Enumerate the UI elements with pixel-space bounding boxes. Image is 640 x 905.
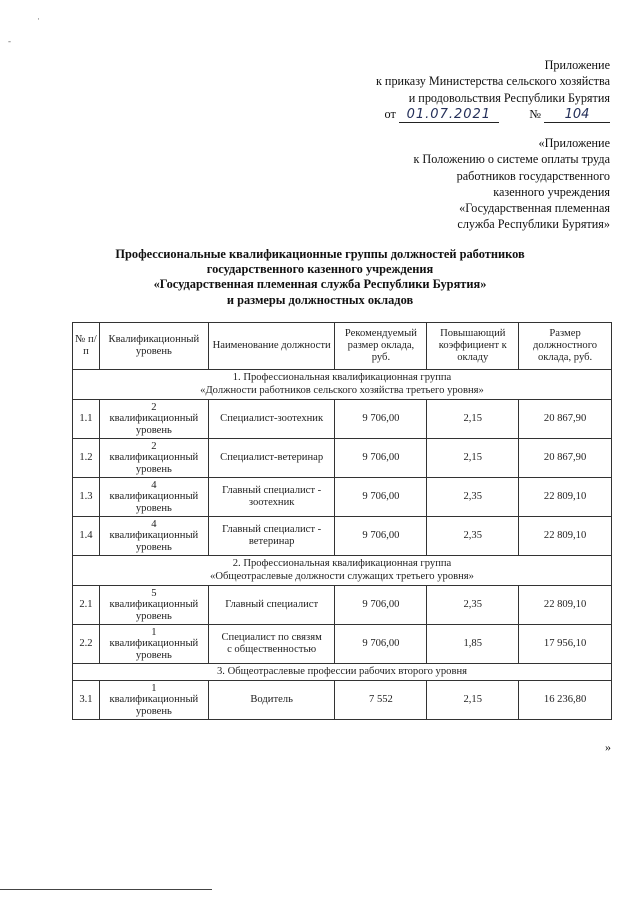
col-header-coefficient: Повышающий коэффициент к окладу <box>427 323 519 370</box>
official-salary: 22 809,10 <box>519 478 612 517</box>
qualification-level <box>99 400 208 439</box>
official-salary: 22 809,10 <box>519 586 612 625</box>
table-row <box>73 586 612 625</box>
level-word: квалификационный <box>109 413 199 425</box>
level-suffix: уровень <box>135 649 172 661</box>
row-number: 2.2 <box>73 625 100 664</box>
qualification-level <box>99 439 208 478</box>
group-header-row <box>73 556 612 586</box>
regulation-annex-header <box>413 135 610 233</box>
level-word: квалификационный <box>109 530 199 542</box>
col-header-base-salary: Рекомендуемый размер оклада, руб. <box>335 323 427 370</box>
official-salary: 16 236,80 <box>519 681 612 720</box>
regulation-line-3: работников государственного <box>456 168 610 183</box>
table-row <box>73 400 612 439</box>
order-line-1: к приказу Министерства сельского хозяйства <box>375 74 610 89</box>
position-name: Водитель <box>208 681 335 720</box>
annex-label: Приложение <box>544 58 610 72</box>
level-word: квалификационный <box>109 491 199 503</box>
group-title-line: 3. Общеотраслевые профессии рабочих второго уровня <box>217 665 467 677</box>
base-salary: 9 706,00 <box>335 478 427 517</box>
raising-coefficient: 2,35 <box>427 586 519 625</box>
position-name: Специалист по связям с общественностью <box>208 625 335 664</box>
official-salary: 22 809,10 <box>519 517 612 556</box>
footnote-divider <box>0 889 212 890</box>
base-salary: 9 706,00 <box>335 586 427 625</box>
group-title-line: «Должности работников сельского хозяйства третьего уровня» <box>200 384 484 396</box>
qualification-level <box>99 625 208 664</box>
document-title <box>0 247 640 308</box>
group-title <box>73 370 612 400</box>
level-number: 1 <box>151 682 157 694</box>
raising-coefficient: 2,15 <box>427 681 519 720</box>
title-line-2: государственного казенного учреждения <box>206 262 434 277</box>
order-number: 104 <box>544 108 610 123</box>
level-word: квалификационный <box>109 638 199 650</box>
base-salary: 7 552 <box>335 681 427 720</box>
row-number: 1.1 <box>73 400 100 439</box>
level-number: 4 <box>151 518 157 530</box>
group-title <box>73 556 612 586</box>
level-word: квалификационный <box>109 599 199 611</box>
order-date-line <box>376 106 610 123</box>
qualification-level <box>99 681 208 720</box>
col-header-num: № п/п <box>73 323 100 370</box>
order-line-2: и продовольствия Республики Бурятия <box>408 90 610 105</box>
table-row <box>73 439 612 478</box>
group-title-line: 2. Профессиональная квалификационная группа <box>232 558 452 570</box>
raising-coefficient: 2,35 <box>427 478 519 517</box>
raising-coefficient: 2,35 <box>427 517 519 556</box>
level-suffix: уровень <box>135 502 172 514</box>
level-suffix: уровень <box>135 705 172 717</box>
col-header-salary: Размер должностного оклада, руб. <box>519 323 612 370</box>
position-name: Специалист-зоотехник <box>208 400 335 439</box>
scan-mark-side: - <box>8 36 11 46</box>
official-salary: 20 867,90 <box>519 439 612 478</box>
row-number: 1.3 <box>73 478 100 517</box>
number-prefix: № <box>529 106 541 121</box>
col-header-position: Наименование должности <box>208 323 335 370</box>
group-header-row <box>73 664 612 681</box>
base-salary: 9 706,00 <box>335 439 427 478</box>
group-title-line: «Общеотраслевые должности служащих третьего уровня» <box>210 570 474 582</box>
level-word: квалификационный <box>109 452 199 464</box>
level-number: 2 <box>151 401 157 413</box>
base-salary: 9 706,00 <box>335 400 427 439</box>
title-line-1: Профессиональные квалификационные группы должностей работников <box>115 247 525 261</box>
col-header-level: Квалификационный уровень <box>99 323 208 370</box>
order-date: 01.07.2021 <box>399 108 499 123</box>
level-number: 1 <box>151 626 157 638</box>
table-row <box>73 681 612 720</box>
regulation-line-6: служба Республики Бурятия» <box>457 217 610 232</box>
regulation-line-1: «Приложение <box>538 136 610 150</box>
position-name: Главный специалист - зоотехник <box>208 478 335 517</box>
table-row <box>73 625 612 664</box>
order-annex-header <box>376 57 610 123</box>
level-number: 4 <box>151 479 157 491</box>
regulation-line-5: «Государственная племенная <box>459 201 610 216</box>
row-number: 1.4 <box>73 517 100 556</box>
qualification-level <box>99 478 208 517</box>
closing-quote: » <box>605 740 611 754</box>
date-prefix: от <box>384 106 396 121</box>
row-number: 3.1 <box>73 681 100 720</box>
regulation-line-4: казенного учреждения <box>493 184 610 199</box>
position-name: Главный специалист <box>208 586 335 625</box>
level-word: квалификационный <box>109 694 199 706</box>
level-suffix: уровень <box>135 463 172 475</box>
level-suffix: уровень <box>135 541 172 553</box>
qualification-level <box>99 586 208 625</box>
row-number: 1.2 <box>73 439 100 478</box>
group-title <box>73 664 612 681</box>
table-row <box>73 517 612 556</box>
raising-coefficient: 1,85 <box>427 625 519 664</box>
position-name: Главный специалист - ветеринар <box>208 517 335 556</box>
level-number: 5 <box>151 587 157 599</box>
base-salary: 9 706,00 <box>335 625 427 664</box>
position-name: Специалист-ветеринар <box>208 439 335 478</box>
level-suffix: уровень <box>135 424 172 436</box>
level-number: 2 <box>151 440 157 452</box>
table-row <box>73 478 612 517</box>
regulation-line-2: к Положению о системе оплаты труда <box>413 152 610 167</box>
scan-mark-top: · <box>37 14 40 24</box>
table-header-row <box>73 323 612 370</box>
title-line-3: «Государственная племенная служба Республики Бурятия» <box>153 277 487 292</box>
official-salary: 17 956,10 <box>519 625 612 664</box>
group-header-row <box>73 370 612 400</box>
group-title-line: 1. Профессиональная квалификационная группа <box>232 372 452 384</box>
official-salary: 20 867,90 <box>519 400 612 439</box>
row-number: 2.1 <box>73 586 100 625</box>
raising-coefficient: 2,15 <box>427 439 519 478</box>
raising-coefficient: 2,15 <box>427 400 519 439</box>
title-line-4: и размеры должностных окладов <box>226 292 414 307</box>
salary-table <box>72 322 612 720</box>
base-salary: 9 706,00 <box>335 517 427 556</box>
qualification-level <box>99 517 208 556</box>
level-suffix: уровень <box>135 610 172 622</box>
